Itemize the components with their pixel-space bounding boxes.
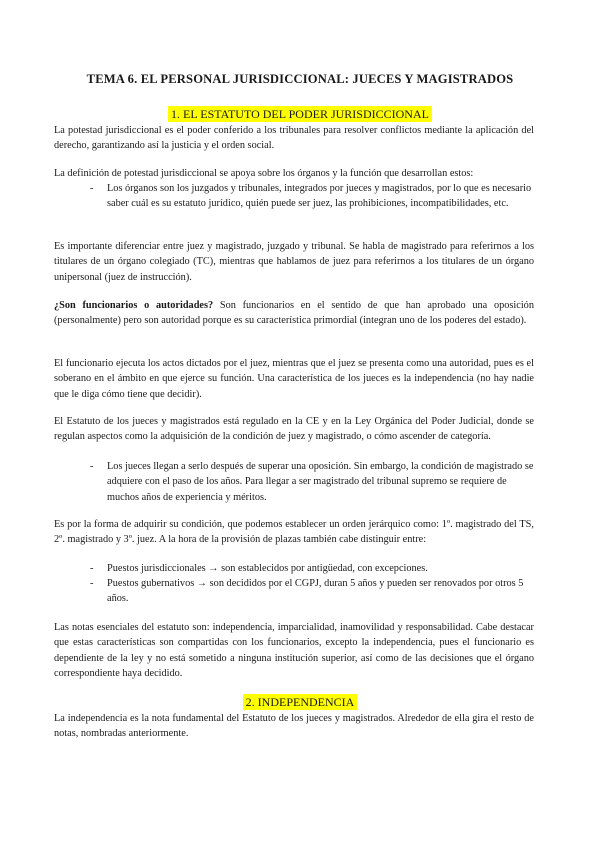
section-heading-1-text: 1. EL ESTATUTO DEL PODER JURISDICCIONAL [168, 106, 432, 122]
bullet-dash: - [90, 578, 94, 589]
bullet-text: Puestos jurisdiccionales → son establecidos por antigüedad, con excepciones. [107, 563, 428, 574]
section-heading-2-text: 2. INDEPENDENCIA [243, 694, 358, 710]
paragraph: El Estatuto de los jueces y magistrados está regulado en la CE y en la Ley Orgánica del Poder Judicial, donde se regulan aspectos como la adquisición de la condición de juez y magistrado, o cómo ascender de categoría. [54, 416, 534, 443]
paragraph: La potestad jurisdiccional es el poder conferido a los tribunales para resolver conflictos mediante la aplicación del derecho, garantizando así la justicia y el orden social. [54, 125, 534, 152]
bullet-item [90, 181, 538, 212]
bullet-text: Los jueces llegan a serlo después de superar una oposición. Sin embargo, la condición de magistrado se adquiere con el paso de los años. Para llegar a ser magistrado del tribunal supremo se requiere de muchos años de experiencia y méritos. [107, 461, 534, 503]
paragraph: El funcionario ejecuta los actos dictados por el juez, mientras que el juez se presenta como una autoridad, pues es el soberano en el ámbito en que ejerce su función. Una característica de los jueces es la independencia (no hay nadie que le diga cómo tiene que decidir). [54, 358, 534, 400]
section-heading-1 [0, 107, 600, 121]
bullet-text: Los órganos son los juzgados y tribunales, integrados por jueces y magistrados, por lo que es necesario saber cuál es su estatuto jurídico, quién puede ser juez, las prohibiciones, incompatibilidades, etc. [107, 183, 532, 210]
bullet-dash: - [90, 183, 94, 194]
bullet-text: Puestos gubernativos → son decididos por el CGPJ, duran 5 años y pueden ser renovados por otros 5 años. [107, 578, 524, 605]
paragraph-rest: Son funcionarios en el sentido de que han aprobado una oposición (personalmente) pero son autoridad porque es su característica primordial (integran uno de los poderes del estado). [54, 300, 534, 327]
paragraph: Las notas esenciales del estatuto son: independencia, imparcialidad, inamovilidad y responsabilidad. Cabe destacar que estas características son compartidas con los funcionarios, excepto la independencia, pues el funcionario es dependiente de la ley y no está sometido a ninguna institución superior, así como de las decisiones que el órgano correspondiente haya decidido. [54, 622, 534, 680]
document-title: TEMA 6. EL PERSONAL JURISDICCIONAL: JUECES Y MAGISTRADOS [86, 72, 514, 86]
bullet-item [90, 561, 538, 576]
paragraph [54, 298, 534, 329]
paragraph: Es por la forma de adquirir su condición, que podemos establecer un orden jerárquico como: 1º. magistrado del TS, 2º. magistrado y 3º. juez. A la hora de la provisión de plazas también cabe distinguir entre: [54, 519, 534, 546]
paragraph: La definición de potestad jurisdiccional se apoya sobre los órganos y la función que desarrollan estos: [54, 168, 474, 179]
bullet-item [90, 459, 538, 505]
paragraph: La independencia es la nota fundamental del Estatuto de los jueces y magistrados. Alrededor de ella gira el resto de notas, nombradas anteriormente. [54, 713, 534, 740]
bullet-dash: - [90, 563, 94, 574]
bullet-item [90, 576, 538, 607]
bullet-dash: - [90, 461, 94, 472]
paragraph: Es importante diferenciar entre juez y magistrado, juzgado y tribunal. Se habla de magistrado para referirnos a los titulares de un órgano colegiado (TC), mientras que hablamos de juez para referirnos a los titulares de un órgano unipersonal (juez de instrucción). [54, 241, 534, 283]
section-heading-2 [0, 695, 600, 709]
bold-question: ¿Son funcionarios o autoridades? [54, 300, 214, 311]
